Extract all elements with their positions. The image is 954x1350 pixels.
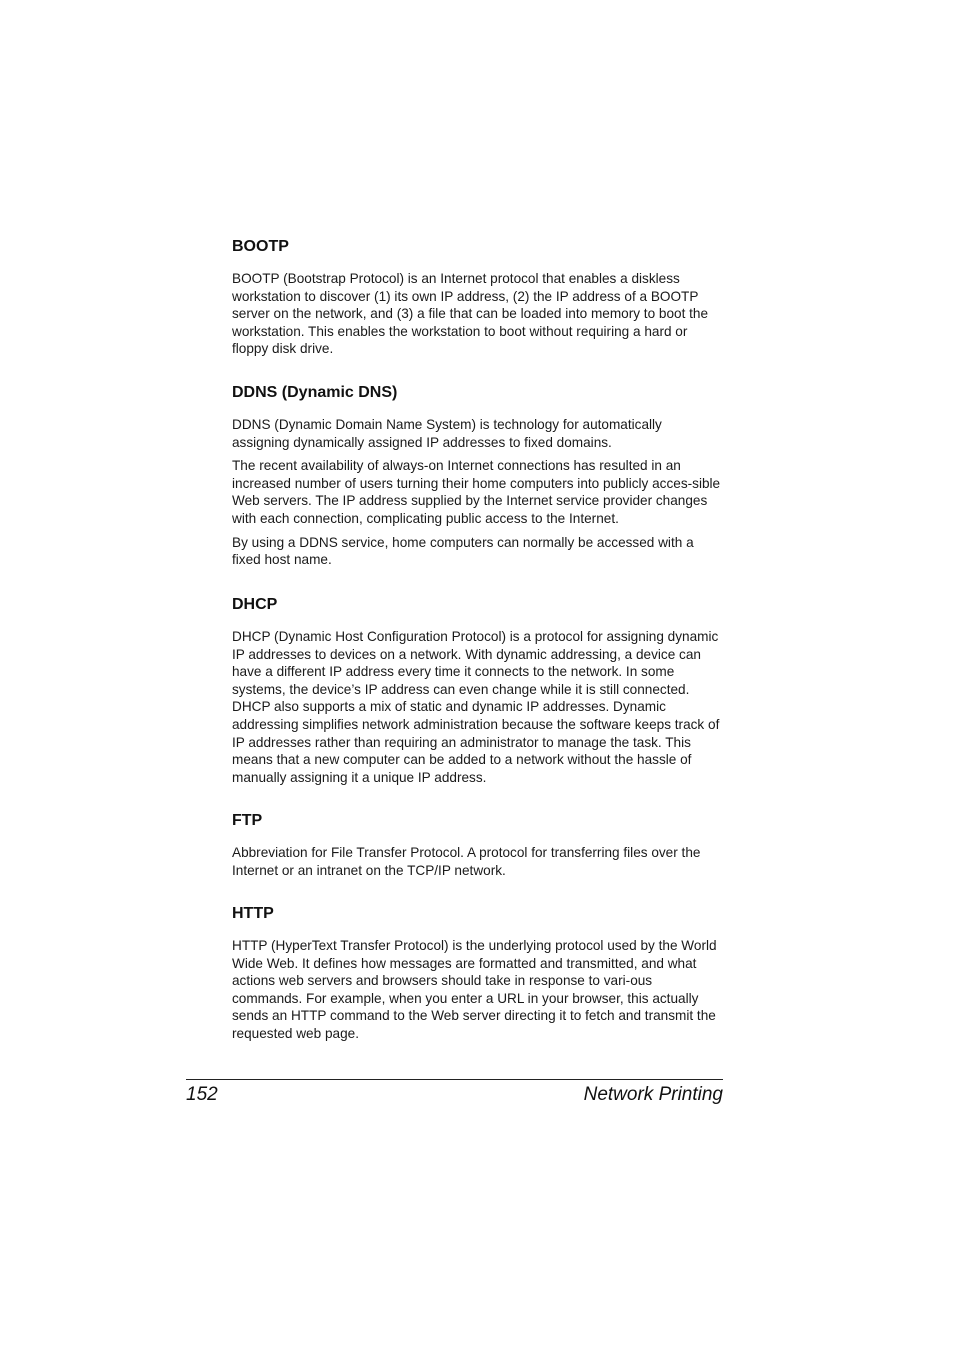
section-dhcp — [232, 594, 722, 792]
section-heading-bootp: BOOTP — [232, 238, 289, 255]
paragraph: HTTP (HyperText Transfer Protocol) is the underlying protocol used by the World Wide Web. It defines how messages are formatted and transmitted, and what actions web servers and browsers should take in response to vari-ous commands. For example, when you enter a URL in your browser, this actually sends an HTTP command to the Web server directing it to fetch and transmit the requested web page. — [232, 938, 717, 1041]
paragraph: BOOTP (Bootstrap Protocol) is an Internet protocol that enables a diskless workstation to discover (1) its own IP address, (2) the IP address of a BOOTP server on the network, and (3) a file that can be loaded into memory to boot the workstation. This enables the workstation to boot without requiring a hard or floppy disk drive. — [232, 271, 709, 357]
section-heading-ftp: FTP — [232, 812, 263, 829]
section-heading-ddns: DDNS (Dynamic DNS) — [232, 384, 398, 401]
section-heading-dhcp: DHCP — [232, 596, 278, 613]
paragraph: By using a DDNS service, home computers can normally be accessed with a fixed host name. — [232, 534, 694, 568]
section-http — [232, 903, 722, 1049]
paragraph: Abbreviation for File Transfer Protocol. A protocol for transferring files over the Internet or an intranet on the TCP/IP network. — [232, 845, 701, 878]
section-heading-http: HTTP — [232, 905, 274, 922]
section-bootp — [232, 236, 722, 364]
chapter-title: Network Printing — [583, 1084, 723, 1105]
page-number: 152 — [186, 1084, 218, 1105]
paragraph: DDNS (Dynamic Domain Name System) is technology for automatically assigning dynamically assigned IP addresses to fixed domains. — [232, 417, 662, 450]
section-ddns — [232, 382, 722, 575]
page-footer — [186, 1079, 723, 1105]
paragraph: DHCP (Dynamic Host Configuration Protocol) is a protocol for assigning dynamic IP addresses to devices on a network. With dynamic addressing, a device can have a different IP address every time it connects to the network. In some systems, the device’s IP address can even change while it is still connected. DHCP also supports a mix of static and dynamic IP addresses. Dynamic addressing simplifies network administration because the software keeps track of IP addresses rather than requiring an administrator to manage the task. This means that a new computer can be added to a network without the hassle of manually assigning it a unique IP address. — [232, 629, 720, 785]
section-ftp — [232, 810, 722, 885]
paragraph: The recent availability of always-on Internet connections has resulted in an increased number of users turning their home computers into publicly acces-sible Web servers. The IP address supplied by the Internet service provider changes with each connection, complicating public access to the Internet. — [232, 458, 721, 526]
